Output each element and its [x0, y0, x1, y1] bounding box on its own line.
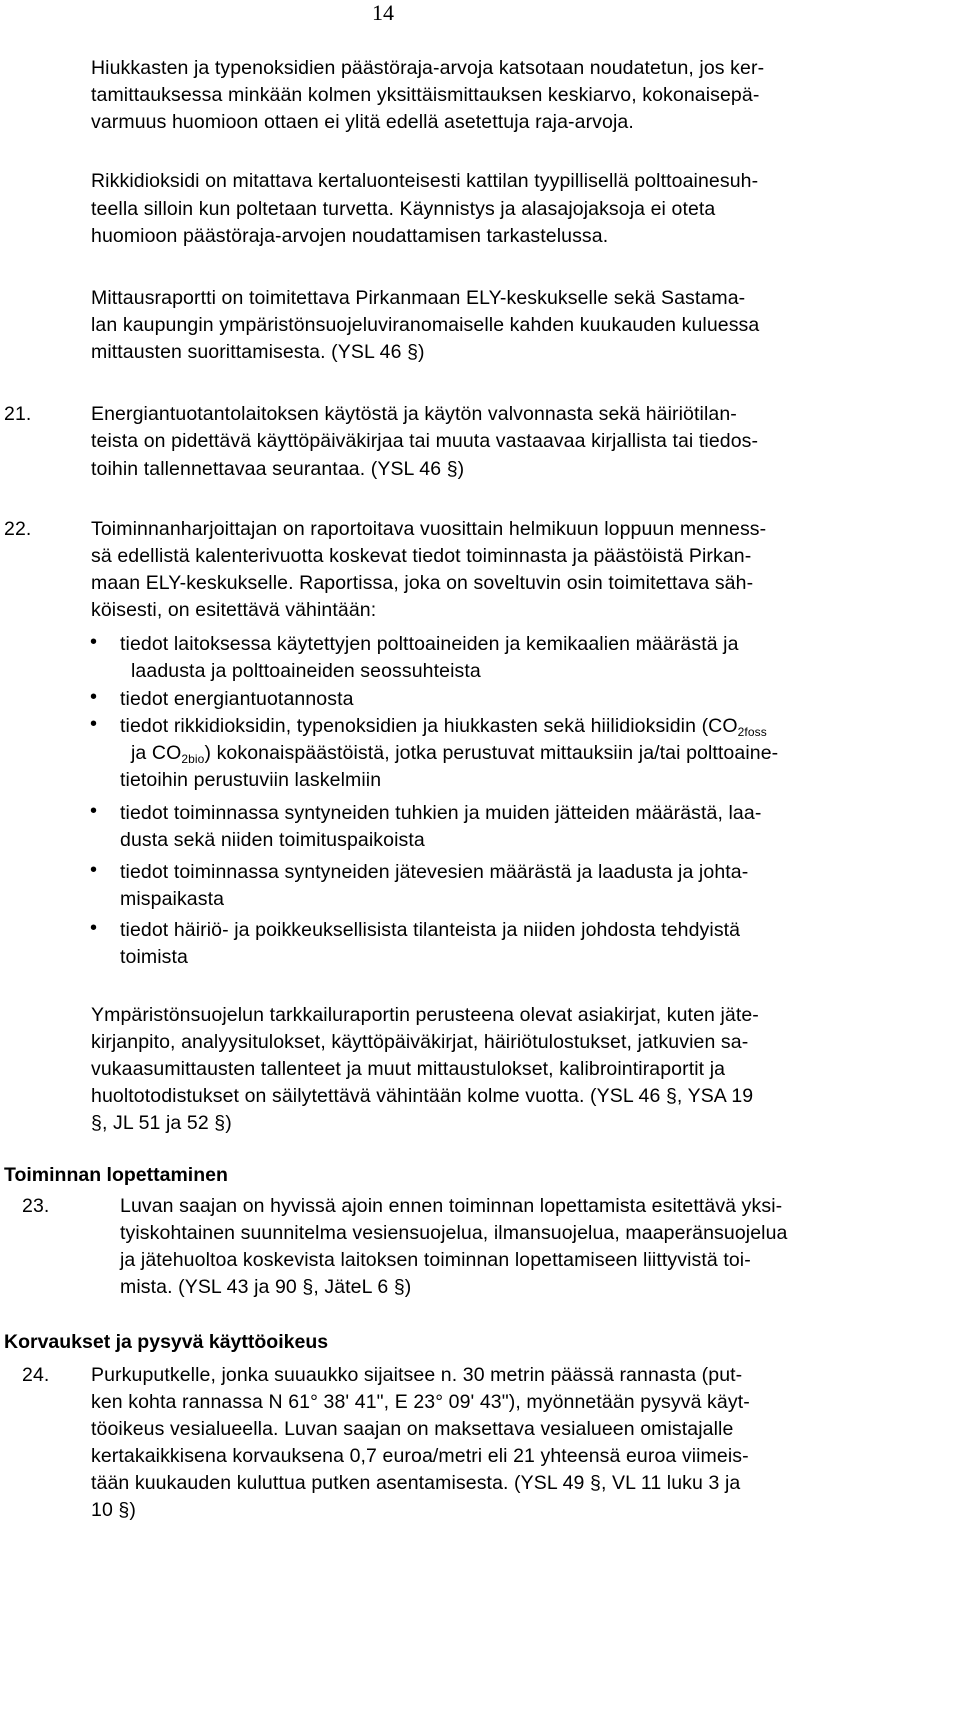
- item-line: 10 §): [91, 1499, 136, 1521]
- paragraph-line: Hiukkasten ja typenoksidien päästöraja-arvoja katsotaan noudatetun, jos ker-: [91, 57, 765, 79]
- paragraph-line: varmuus huomioon ottaen ei ylitä edellä asetettuja raja-arvoja.: [91, 111, 634, 133]
- item-line: tyiskohtainen suunnitelma vesiensuojelua, ilmansuojelua, maaperänsuojelua: [120, 1222, 788, 1244]
- bullet-icon: •: [90, 917, 98, 939]
- paragraph-line: mittausten suorittamisesta. (YSL 46 §): [91, 341, 425, 363]
- bullet-line: tietoihin perustuviin laskelmiin: [120, 769, 382, 791]
- item-line: ja jätehuoltoa koskevista laitoksen toiminnan lopettamiseen liittyvistä toi-: [120, 1249, 751, 1271]
- item-line: toihin tallennettavaa seurantaa. (YSL 46 §): [91, 458, 465, 480]
- item-number: 22.: [4, 518, 32, 540]
- paragraph-line: tamittauksessa minkään kolmen yksittäismittauksen keskiarvo, kokonaisepä-: [91, 84, 760, 106]
- item-number: 23.: [22, 1195, 50, 1217]
- item-line: maan ELY-keskukselle. Raportissa, joka on soveltuvin osin toimitettava säh-: [91, 572, 754, 594]
- bullet-line: tiedot laitoksessa käytettyjen polttoaineiden ja kemikaalien määrästä ja: [120, 633, 739, 655]
- paragraph-line: kirjanpito, analyysitulokset, käyttöpäiväkirjat, häiriötulostukset, jatkuvien sa-: [91, 1031, 749, 1053]
- paragraph-line: vukaasumittausten tallenteet ja muut mittaustulokset, kalibrointiraportit ja: [91, 1058, 726, 1080]
- bullet-line: tiedot toiminnassa syntyneiden tuhkien ja muiden jätteiden määrästä, laa-: [120, 802, 762, 824]
- bullet-line: tiedot rikkidioksidin, typenoksidien ja hiukkasten sekä hiilidioksidin ($CO_{2foss}$: [120, 715, 767, 739]
- bullet-line: mispaikasta: [120, 888, 225, 910]
- paragraph-line: huomioon päästöraja-arvojen noudattamisen tarkastelussa.: [91, 225, 609, 247]
- item-line: tään kuukauden kuluttua putken asentamisesta. (YSL 49 §, VL 11 luku 3 ja: [91, 1472, 741, 1494]
- paragraph-line: teella silloin kun poltetaan turvetta. Käynnistys ja alasajojaksoja ei oteta: [91, 198, 716, 220]
- bullet-line: laadusta ja polttoaineiden seossuhteista: [131, 660, 481, 682]
- bullet-icon: •: [90, 631, 98, 653]
- item-line: Purkuputkelle, jonka suuaukko sijaitsee n. 30 metrin päässä rannasta (put-: [91, 1364, 743, 1386]
- paragraph-line: lan kaupungin ympäristönsuojeluviranomaiselle kahden kuukauden kuluessa: [91, 314, 760, 336]
- bullet-line: dusta sekä niiden toimituspaikoista: [120, 829, 425, 851]
- bullet-line: tiedot toiminnassa syntyneiden jätevesien määrästä ja laadusta ja johta-: [120, 861, 749, 883]
- paragraph-line: huoltotodistukset on säilytettävä vähintään kolme vuotta. (YSL 46 §, YSA 19: [91, 1085, 754, 1107]
- section-heading: Toiminnan lopettaminen: [4, 1164, 228, 1186]
- item-line: köisesti, on esitettävä vähintään:: [91, 599, 377, 621]
- bullet-line: toimista: [120, 946, 188, 968]
- item-line: mista. (YSL 43 ja 90 §, JäteL 6 §): [120, 1276, 412, 1298]
- item-line: Luvan saajan on hyvissä ajoin ennen toiminnan lopettamista esitettävä yksi-: [120, 1195, 783, 1217]
- section-heading: Korvaukset ja pysyvä käyttöoikeus: [4, 1331, 329, 1353]
- bullet-line: tiedot energiantuotannosta: [120, 688, 354, 710]
- item-line: töoikeus vesialueella. Luvan saajan on maksettava vesialueen omistajalle: [91, 1418, 734, 1440]
- paragraph-line: Ympäristönsuojelun tarkkailuraportin perusteena olevat asiakirjat, kuten jäte-: [91, 1004, 759, 1026]
- paragraph-line: §, JL 51 ja 52 §): [91, 1112, 232, 1134]
- paragraph-line: Mittausraportti on toimitettava Pirkanmaan ELY-keskukselle sekä Sastama-: [91, 287, 746, 309]
- bullet-icon: •: [90, 713, 98, 735]
- bullet-line: ja $CO_{2bio}$) kokonaispäästöistä, jotka perustuvat mittauksiin ja/tai polttoaine-: [131, 742, 779, 766]
- item-number: 21.: [4, 403, 32, 425]
- bullet-icon: •: [90, 686, 98, 708]
- paragraph-line: Rikkidioksidi on mitattava kertaluonteisesti kattilan tyypillisellä polttoainesuh-: [91, 170, 759, 192]
- item-line: ken kohta rannassa N 61° 38' 41", E 23° 09' 43"), myönnetään pysyvä käyt-: [91, 1391, 750, 1413]
- item-line: kertakaikkisena korvauksena 0,7 euroa/metri eli 21 yhteensä euroa viimeis-: [91, 1445, 749, 1467]
- bullet-icon: •: [90, 800, 98, 822]
- item-line: Energiantuotantolaitoksen käytöstä ja käytön valvonnasta sekä häiriötilan-: [91, 403, 737, 425]
- bullet-line: tiedot häiriö- ja poikkeuksellisista tilanteista ja niiden johdosta tehdyistä: [120, 919, 741, 941]
- item-line: teista on pidettävä käyttöpäiväkirjaa tai muuta vastaavaa kirjallista tai tiedos-: [91, 430, 759, 452]
- item-line: Toiminnanharjoittajan on raportoitava vuosittain helmikuun loppuun menness-: [91, 518, 767, 540]
- bullet-icon: •: [90, 859, 98, 881]
- item-number: 24.: [22, 1364, 50, 1386]
- item-line: sä edellistä kalenterivuotta koskevat tiedot toiminnasta ja päästöistä Pirkan-: [91, 545, 752, 567]
- page-number: 14: [372, 0, 394, 25]
